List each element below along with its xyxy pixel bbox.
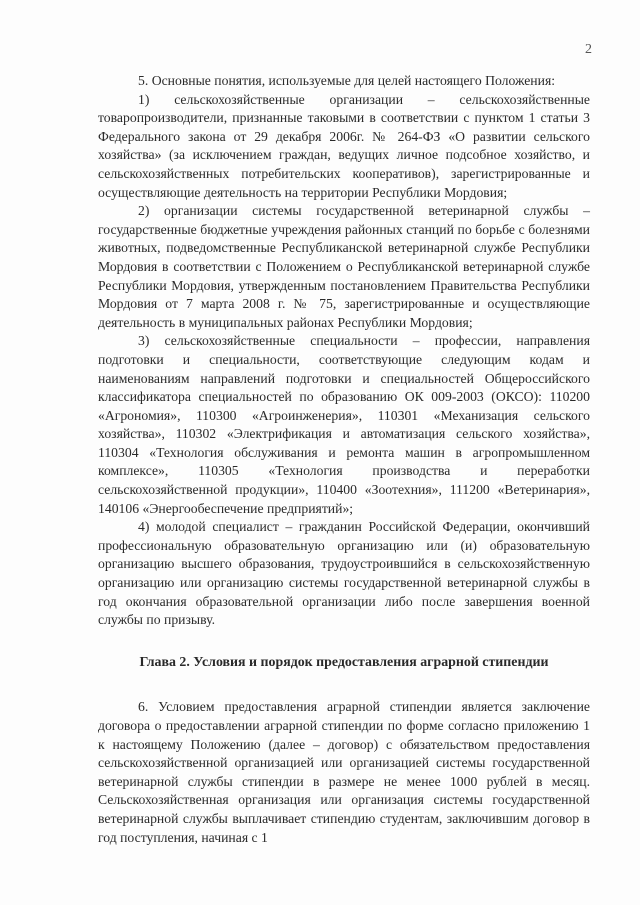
paragraph-definitions-intro: 5. Основные понятия, используемые для целей настоящего Положения:: [138, 73, 556, 88]
page-number: 2: [585, 42, 592, 57]
paragraph-definition-3: 3) сельскохозяйственные специальности – профессии, направления подготовки и специальности, соответствующие следующим кодам и наименованиям направлений подготовки и специальностей Общероссийского классификатора специальностей по образованию ОК 009-2003 (ОКСО): 110200 «Агрономия», 110300 «Агроинженерия», 110301 «Механизация сельского хозяйства», 110302 «Электрификация и автоматизация сельского хозяйства», 110304 «Технология обслуживания и ремонта машин в агропромышленном комплексе», 110305 «Технология производства и переработки сельскохозяйственной продукции», 110400 «Зоотехния», 111200 «Ветеринария», 140106 «Энергообеспечение предприятий»;: [98, 333, 590, 516]
paragraph-definition-4: 4) молодой специалист – гражданин Российской Федерации, окончивший профессиональную образовательную организацию или (и) образовательную организацию высшего образования, трудоустроившийся в сельскохозяйственную организацию или организацию системы государственной ветеринарной службы в год окончания образовательной организации либо после завершения военной службы по призыву.: [98, 519, 590, 628]
paragraph-definition-2: 2) организации системы государственной ветеринарной службы – государственные бюджетные учреждения районных станций по борьбе с болезнями животных, подведомственные Республиканской ветеринарной службе Республики Мордовия в соответствии с Положением о Республиканской ветеринарной службе Республики Мордовия, утвержденным постановлением Правительства Республики Мордовия от 7 марта 2008 г. № 75, зарегистрированные и осуществляющие деятельность в муниципальных районах Республики Мордовия;: [98, 203, 590, 330]
paragraph-definition-1: 1) сельскохозяйственные организации – сельскохозяйственные товаропроизводители, признанные таковыми в соответствии с пунктом 1 статьи 3 Федерального закона от 29 декабря 2006г. № 264-ФЗ «О развитии сельского хозяйства» (за исключением граждан, ведущих личное подсобное хозяйство, и сельскохозяйственных потребительских кооперативов), зарегистрированные и осуществляющие деятельность на территории Республики Мордовия;: [98, 91, 590, 200]
paragraph-6: 6. Условием предоставления аграрной стипендии является заключение договора о предоставлении аграрной стипендии по форме согласно приложению 1 к настоящему Положению (далее – договор) с обязательством предоставления сельскохозяйственной организацией или организацией системы государственной ветеринарной службы стипендии в размере не менее 1000 рублей в месяц. Сельскохозяйственная организация или организация системы государственной ветеринарной службы выплачивает стипендию студентам, заключившим договор в год поступления, начиная с 1: [98, 699, 590, 845]
chapter-heading: Глава 2. Условия и порядок предоставления аграрной стипендии: [139, 654, 549, 670]
document-body: [98, 72, 590, 847]
